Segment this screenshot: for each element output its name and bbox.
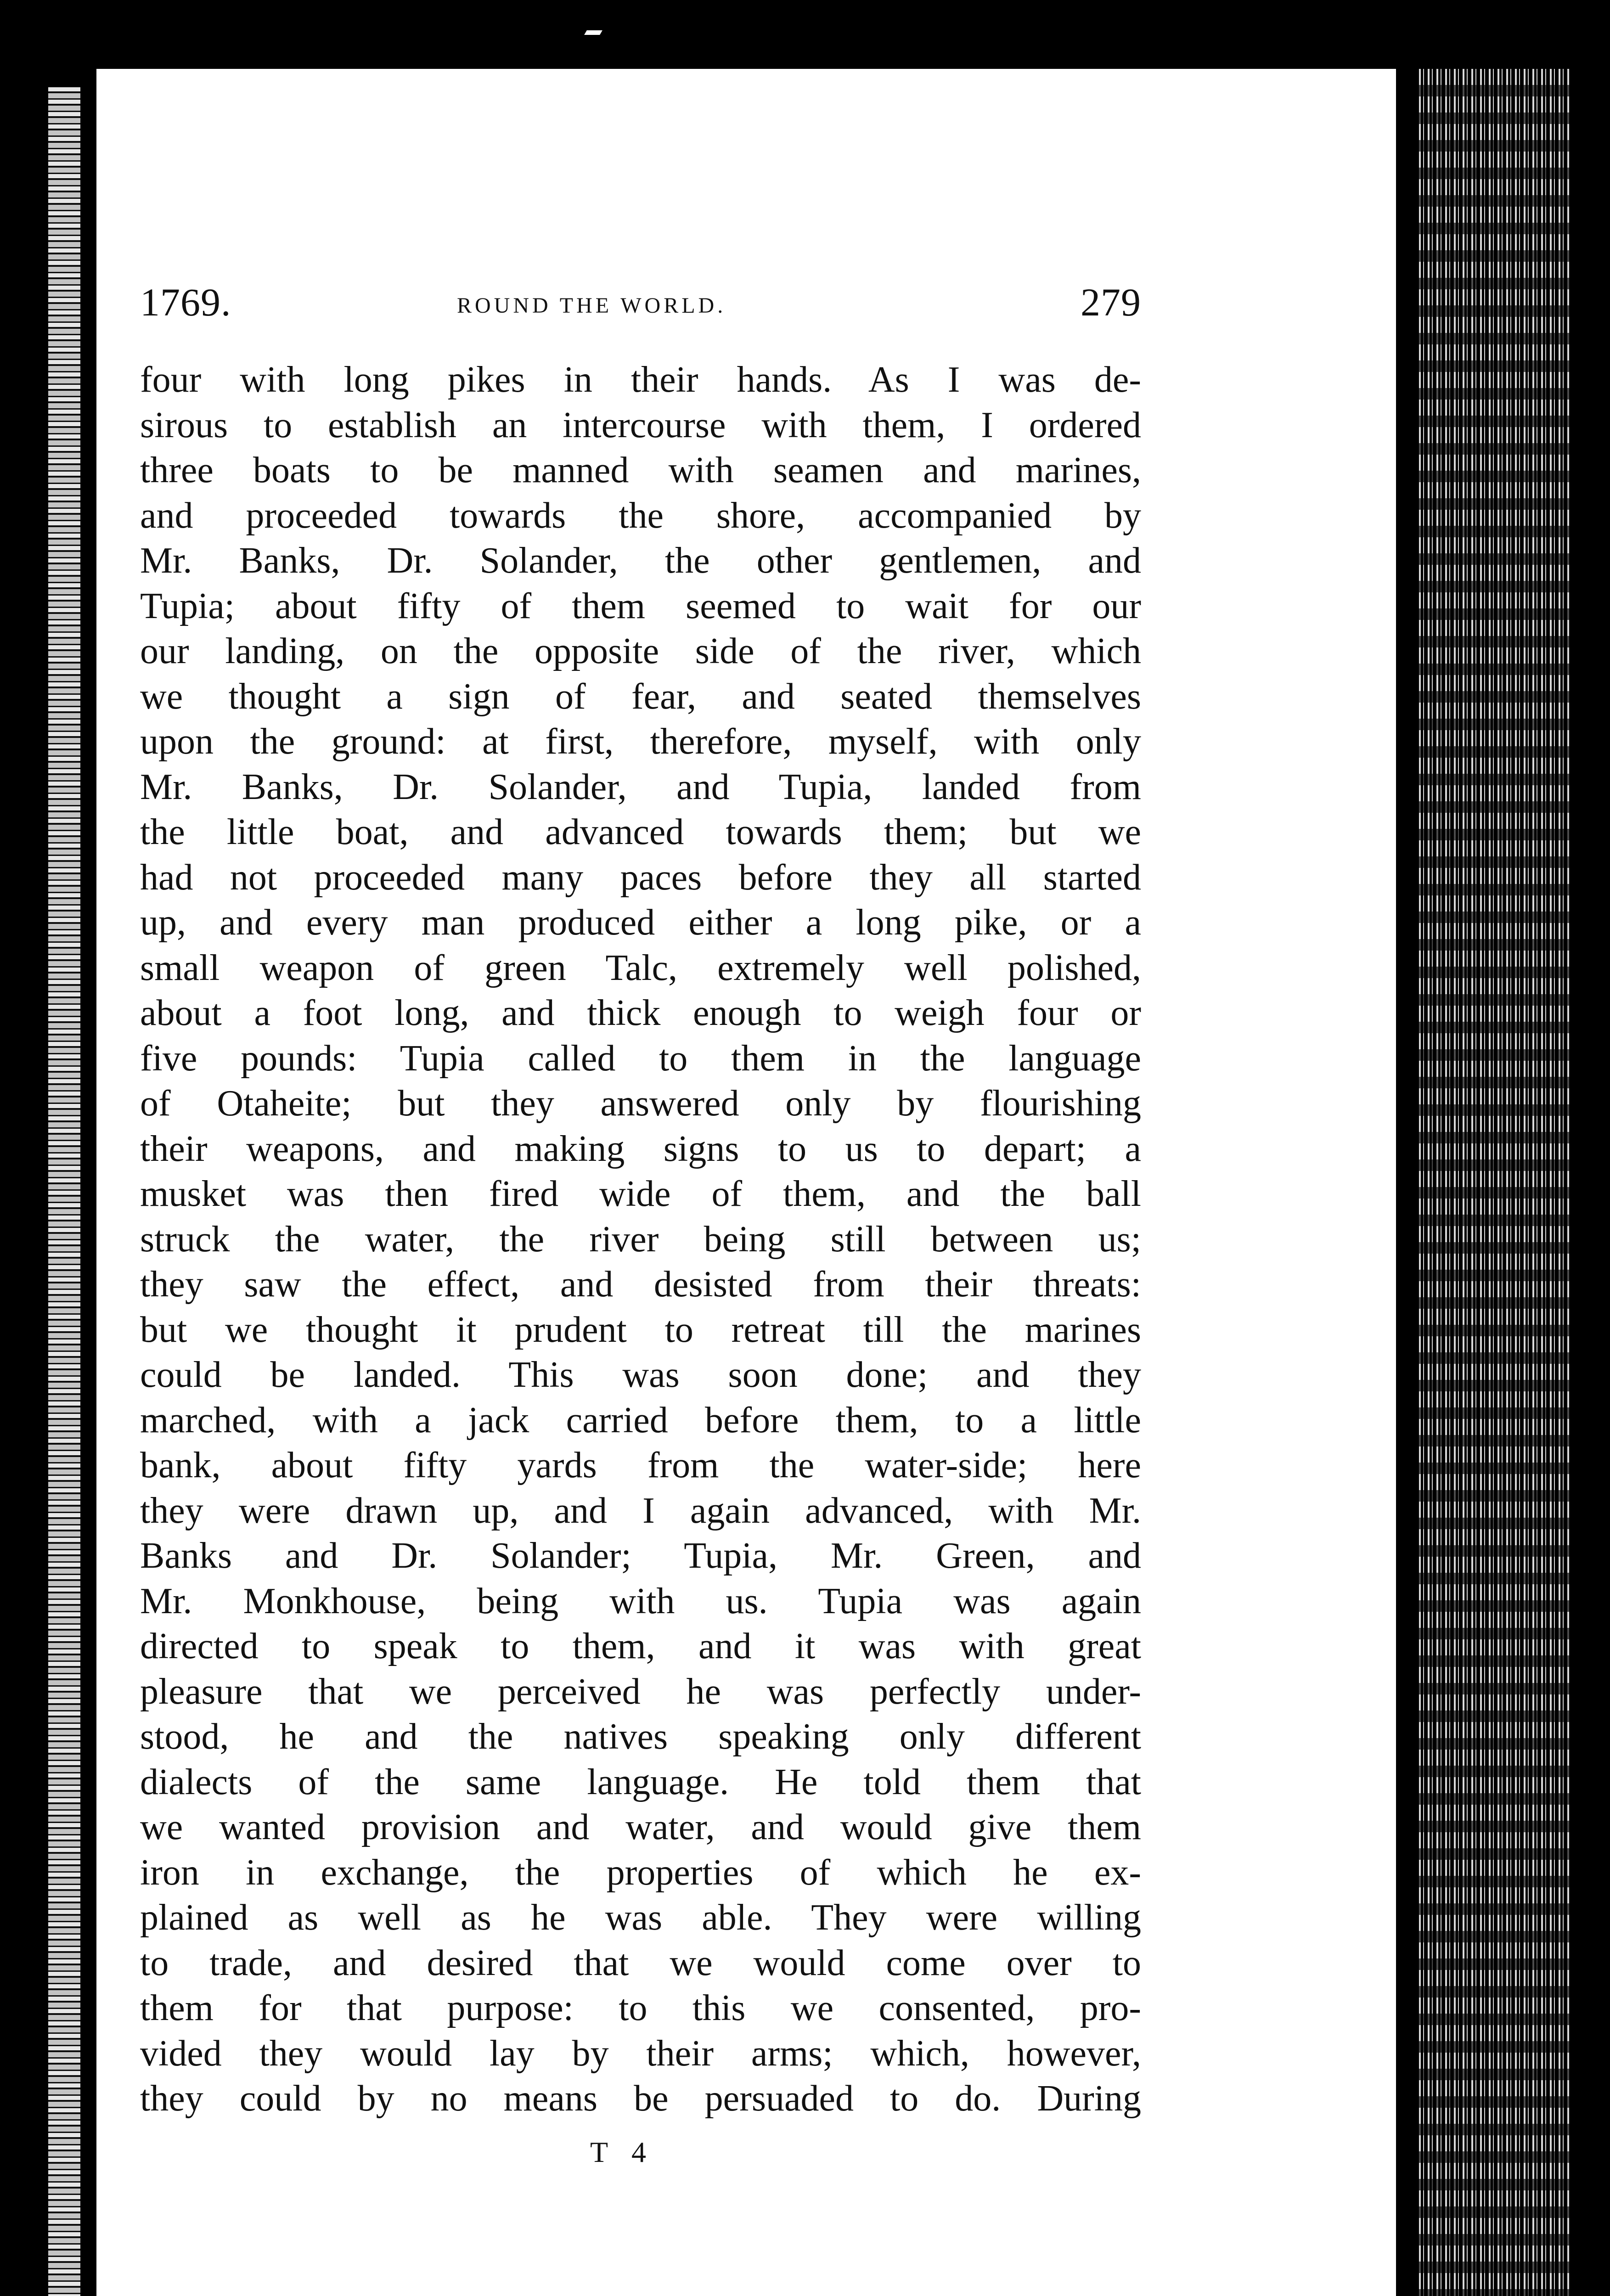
text-line: struck the water, the river being still between us;: [140, 1219, 1141, 1260]
text-line: three boats to be manned with seamen and marines,: [140, 450, 1141, 490]
page-header: [140, 279, 1141, 330]
text-line: stood, he and the natives speaking only different: [140, 1716, 1141, 1757]
text-line: our landing, on the opposite side of the river, which: [140, 631, 1141, 671]
text-line: pleasure that we perceived he was perfectly under-: [140, 1671, 1141, 1712]
text-line: dialects of the same language. He told them that: [140, 1761, 1141, 1802]
scan-artifact: [584, 30, 602, 35]
text-line: we thought a sign of fear, and seated themselves: [140, 676, 1141, 717]
text-line: them for that purpose: to this we consented, pro-: [140, 1988, 1141, 2028]
running-title: ROUND THE WORLD.: [457, 293, 726, 318]
text-line: plained as well as he was able. They were willing: [140, 1897, 1141, 1938]
text-line: directed to speak to them, and it was with great: [140, 1626, 1141, 1666]
right-page-edges-shading: [1419, 69, 1571, 2296]
text-line: could be landed. This was soon done; and they: [140, 1355, 1141, 1395]
text-line: to trade, and desired that we would come over to: [140, 1942, 1141, 1983]
text-line: up, and every man produced either a long pike, or a: [140, 902, 1141, 943]
body-text: [140, 357, 1141, 2122]
text-line: of Otaheite; but they answered only by flourishing: [140, 1083, 1141, 1124]
text-line: their weapons, and making signs to us to depart; a: [140, 1128, 1141, 1169]
text-line: the little boat, and advanced towards them; but we: [140, 812, 1141, 852]
text-line: Mr. Monkhouse, being with us. Tupia was again: [140, 1581, 1141, 1621]
text-line: had not proceeded many paces before they all started: [140, 857, 1141, 898]
text-line: Tupia; about fifty of them seemed to wait for our: [140, 585, 1141, 626]
text-line: they were drawn up, and I again advanced, with Mr.: [140, 1490, 1141, 1531]
text-line: they could by no means be persuaded to do. During: [140, 2078, 1141, 2119]
text-line: Mr. Banks, Dr. Solander, the other gentlemen, and: [140, 540, 1141, 581]
text-line: musket was then fired wide of them, and the ball: [140, 1174, 1141, 1214]
signature-mark: T 4: [590, 2136, 654, 2168]
text-line: and proceeded towards the shore, accompanied by: [140, 495, 1141, 536]
text-line: about a foot long, and thick enough to weigh four or: [140, 993, 1141, 1033]
text-line: small weapon of green Talc, extremely well polished,: [140, 947, 1141, 988]
text-line: marched, with a jack carried before them, to a little: [140, 1400, 1141, 1441]
text-line: we wanted provision and water, and would give them: [140, 1807, 1141, 1847]
text-line: iron in exchange, the properties of which he ex-: [140, 1852, 1141, 1893]
left-page-edge: [48, 87, 80, 2296]
text-line: upon the ground: at first, therefore, myself, with only: [140, 721, 1141, 762]
text-line: but we thought it prudent to retreat till the marines: [140, 1309, 1141, 1350]
text-line: Mr. Banks, Dr. Solander, and Tupia, landed from: [140, 766, 1141, 807]
text-line: bank, about fifty yards from the water-side; here: [140, 1445, 1141, 1486]
text-line: Banks and Dr. Solander; Tupia, Mr. Green, and: [140, 1536, 1141, 1576]
text-line: they saw the effect, and desisted from their threats:: [140, 1264, 1141, 1305]
page-number: 279: [1081, 280, 1141, 324]
text-line: five pounds: Tupia called to them in the language: [140, 1038, 1141, 1079]
text-line: sirous to establish an intercourse with them, I ordered: [140, 405, 1141, 445]
text-line: vided they would lay by their arms; which, however,: [140, 2033, 1141, 2074]
header-year: 1769.: [140, 280, 231, 324]
text-line: four with long pikes in their hands. As I was de-: [140, 360, 1141, 400]
